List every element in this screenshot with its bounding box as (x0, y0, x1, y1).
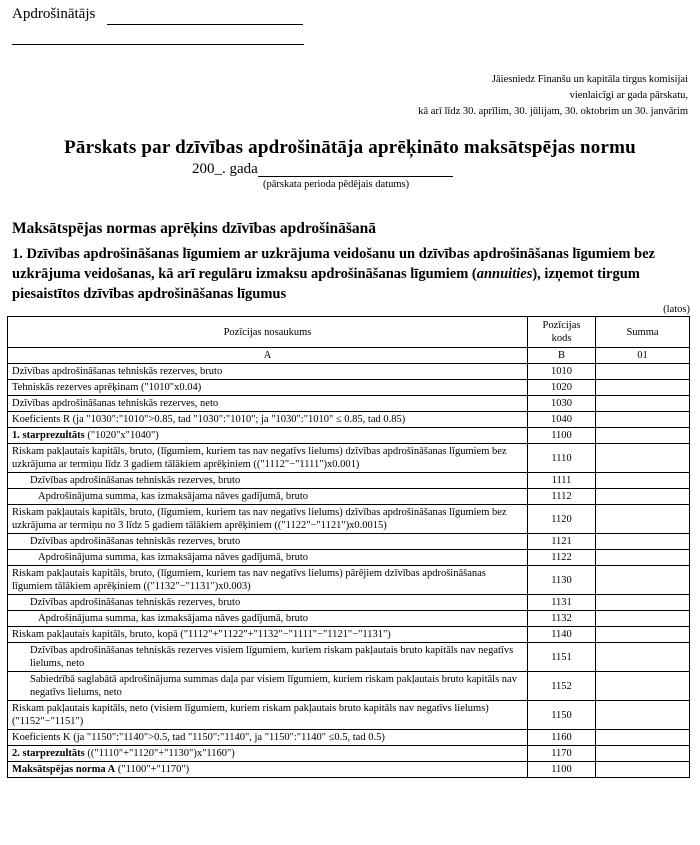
sum-cell[interactable] (596, 489, 690, 505)
position-name-cell (8, 730, 528, 746)
insurer-name-line-2 (12, 44, 304, 45)
position-name-cell (8, 412, 528, 428)
sum-cell[interactable] (596, 611, 690, 627)
table-row (8, 364, 690, 380)
currency-note: (latos) (663, 304, 690, 315)
position-code-cell: 1121 (528, 534, 596, 550)
table-row (8, 611, 690, 627)
position-name-cell (8, 489, 528, 505)
position-name-cell (8, 762, 528, 778)
position-name-bold: Maksātspējas norma A (12, 764, 116, 775)
position-name-text: Dzīvības apdrošināšanas tehniskās rezerves, bruto (30, 597, 241, 608)
sum-cell[interactable] (596, 428, 690, 444)
position-name-cell (8, 534, 528, 550)
header-letter-a: A (8, 348, 528, 364)
table-row (8, 534, 690, 550)
position-name-text: Dzīvības apdrošināšanas tehniskās rezerves, bruto (12, 366, 223, 377)
subsection-title (12, 244, 692, 304)
table-row (8, 473, 690, 489)
position-name-text: Apdrošinājuma summa, kas izmaksājama nāves gadījumā, bruto (38, 613, 309, 624)
position-name-cell (8, 746, 528, 762)
position-name-text: Riskam pakļautais kapitāls, bruto, (līgumiem, kuriem tas nav negatīvs lielums) pārējiem dzīvības apdrošināšanas līgumiem tālākiem aprēķiniem (("1132"−"1131")x0.003) (12, 568, 486, 592)
header-position-name: Pozīcijas nosaukums (8, 317, 528, 348)
header-sum: Summa (596, 317, 690, 348)
table-row (8, 380, 690, 396)
subsection-text-2: ), izņemot tirgum piesaistītos dzīvības apdrošināšanas līgumus (12, 266, 640, 302)
position-code-cell: 1152 (528, 672, 596, 701)
sum-cell[interactable] (596, 672, 690, 701)
table-row (8, 412, 690, 428)
table-row (8, 627, 690, 643)
table-row (8, 505, 690, 534)
position-name-cell (8, 566, 528, 595)
position-name-text: Koeficients R (ja "1030":"1010">0.85, tad "1030":"1010"; ja "1030":"1010" ≤ 0.85, tad 0.85) (12, 414, 406, 425)
position-name-cell (8, 505, 528, 534)
sum-cell[interactable] (596, 396, 690, 412)
header-position-code: Pozīcijas kods (528, 317, 596, 348)
section-title: Maksātspējas normas aprēķins dzīvības apdrošināšanā (12, 220, 377, 237)
position-name-text: Dzīvības apdrošināšanas tehniskās rezerves, neto (12, 398, 219, 409)
position-name-cell (8, 396, 528, 412)
sum-cell[interactable] (596, 701, 690, 730)
sum-cell[interactable] (596, 643, 690, 672)
position-name-text: Koeficients K (ja "1150":"1140">0.5, tad "1150":"1140", ja "1150":"1140" ≤0.5, tad 0.5) (12, 732, 385, 743)
position-name-text: Sabiedrībā saglabātā apdrošinājuma summas daļa par visiem līgumiem, kuriem riskam pakļautais bruto kapitāls nav negatīvs lielums, neto (30, 674, 517, 698)
header-letter-b: B (528, 348, 596, 364)
table-row (8, 444, 690, 473)
position-code-cell: 1110 (528, 444, 596, 473)
position-code-cell: 1170 (528, 746, 596, 762)
position-name-text: Tehniskās rezerves aprēķinam ("1010"x0.04) (12, 382, 202, 393)
position-code-cell: 1111 (528, 473, 596, 489)
sum-cell[interactable] (596, 566, 690, 595)
position-name-cell (8, 701, 528, 730)
position-code-cell: 1100 (528, 428, 596, 444)
position-code-cell: 1140 (528, 627, 596, 643)
table-row (8, 595, 690, 611)
position-code-cell: 1030 (528, 396, 596, 412)
position-name-text: Riskam pakļautais kapitāls, neto (visiem līgumiem, kuriem riskam pakļautais bruto kapitāls nav negatīvs lielums) ("1152"−"1151") (12, 703, 489, 727)
position-name-cell (8, 428, 528, 444)
position-name-text: Riskam pakļautais kapitāls, bruto, (līgumiem, kuriem tas nav negatīvs lielums) dzīvības apdrošināšanas līgumiem bez uzkrājuma ar termiņu līdz 3 gadiem tālākiem aprēķiniem (("1112"−"1111")x0.001) (12, 446, 507, 470)
table-row (8, 746, 690, 762)
position-code-cell: 1131 (528, 595, 596, 611)
sum-cell[interactable] (596, 444, 690, 473)
sum-cell[interactable] (596, 534, 690, 550)
position-name-text: Dzīvības apdrošināšanas tehniskās rezerves visiem līgumiem, kuriem riskam pakļautais bruto kapitāls nav negatīvs lielums, neto (30, 645, 514, 669)
header-letter-01: 01 (596, 348, 690, 364)
solvency-table (7, 316, 690, 778)
position-code-cell: 1040 (528, 412, 596, 428)
position-code-cell: 1112 (528, 489, 596, 505)
report-year-label: 200_. gada (192, 161, 258, 177)
sum-cell[interactable] (596, 473, 690, 489)
position-code-cell: 1160 (528, 730, 596, 746)
position-name-cell (8, 627, 528, 643)
position-code-cell: 1130 (528, 566, 596, 595)
table-row (8, 550, 690, 566)
position-name-cell (8, 550, 528, 566)
position-name-cell (8, 364, 528, 380)
sum-cell[interactable] (596, 364, 690, 380)
position-name-text: Dzīvības apdrošināšanas tehniskās rezerves, bruto (30, 475, 241, 486)
position-name-cell (8, 643, 528, 672)
table-row (8, 396, 690, 412)
sum-cell[interactable] (596, 380, 690, 396)
position-code-cell: 1020 (528, 380, 596, 396)
notice-line: vienlaicīgi ar gada pārskatu, (569, 90, 688, 101)
position-code-cell: 1122 (528, 550, 596, 566)
position-name-text: Riskam pakļautais kapitāls, bruto, (līgumiem, kuriem tas nav negatīvs lielums) dzīvības apdrošināšanas līgumiem bez uzkrājuma ar termiņu no 3 līdz 5 gadiem tālākiem aprēķiniem (("1122"−"1121")x0.0015) (12, 507, 507, 531)
table-row (8, 489, 690, 505)
position-name-bold: 2. starprezultāts (12, 748, 85, 759)
position-name-text: (("1110"+"1120"+"1130")x"1160") (84, 748, 235, 759)
table-row (8, 672, 690, 701)
position-name-text: ("1020"x"1040") (84, 430, 159, 441)
report-date-line (258, 176, 453, 177)
position-code-cell: 1150 (528, 701, 596, 730)
notice-line: Jāiesniedz Finanšu un kapitāla tirgus komisijai (491, 74, 688, 85)
sum-cell[interactable] (596, 762, 690, 778)
position-code-cell: 1132 (528, 611, 596, 627)
position-name-text: ("1100"+"1170") (115, 764, 190, 775)
sum-cell[interactable] (596, 746, 690, 762)
position-name-bold: 1. starprezultāts (12, 430, 85, 441)
table-row (8, 730, 690, 746)
sum-cell[interactable] (596, 550, 690, 566)
position-name-text: Dzīvības apdrošināšanas tehniskās rezerves, bruto (30, 536, 241, 547)
report-title: Pārskats par dzīvības apdrošinātāja aprēķināto maksātspējas normu (64, 137, 636, 158)
position-code-cell: 1151 (528, 643, 596, 672)
position-name-cell (8, 672, 528, 701)
position-name-cell (8, 473, 528, 489)
insurer-label: Apdrošinātājs (12, 6, 96, 22)
sum-cell[interactable] (596, 505, 690, 534)
position-code-cell: 1120 (528, 505, 596, 534)
insurer-name-line-1 (107, 24, 303, 25)
table-row (8, 643, 690, 672)
sum-cell[interactable] (596, 412, 690, 428)
position-code-cell: 1010 (528, 364, 596, 380)
position-name-cell (8, 444, 528, 473)
subsection-italic: annuities (476, 266, 533, 282)
position-code-cell: 1100 (528, 762, 596, 778)
report-date-note: (pārskata perioda pēdējais datums) (263, 179, 410, 190)
table-row (8, 701, 690, 730)
table-row (8, 762, 690, 778)
position-name-cell (8, 595, 528, 611)
table-row (8, 428, 690, 444)
submission-notice (418, 72, 688, 120)
notice-line: kā arī līdz 30. aprīlim, 30. jūlijam, 30. oktobrim un 30. janvārim (418, 106, 688, 117)
position-name-cell (8, 380, 528, 396)
subsection-text-1: 1. Dzīvības apdrošināšanas līgumiem ar uzkrājuma veidošanu un dzīvības apdrošināšanas līgumiem bez uzkrājuma veidošanas, kā arī regulāru izmaksu apdrošināšanas līgumiem ( (12, 246, 655, 282)
position-name-text: Riskam pakļautais kapitāls, bruto, kopā ("1112"+"1122"+"1132"−"1111"−"1121"−"1131") (12, 629, 391, 640)
position-name-cell (8, 611, 528, 627)
table-row (8, 566, 690, 595)
sum-cell[interactable] (596, 595, 690, 611)
position-name-text: Apdrošinājuma summa, kas izmaksājama nāves gadījumā, bruto (38, 491, 309, 502)
position-name-text: Apdrošinājuma summa, kas izmaksājama nāves gadījumā, bruto (38, 552, 309, 563)
sum-cell[interactable] (596, 627, 690, 643)
sum-cell[interactable] (596, 730, 690, 746)
